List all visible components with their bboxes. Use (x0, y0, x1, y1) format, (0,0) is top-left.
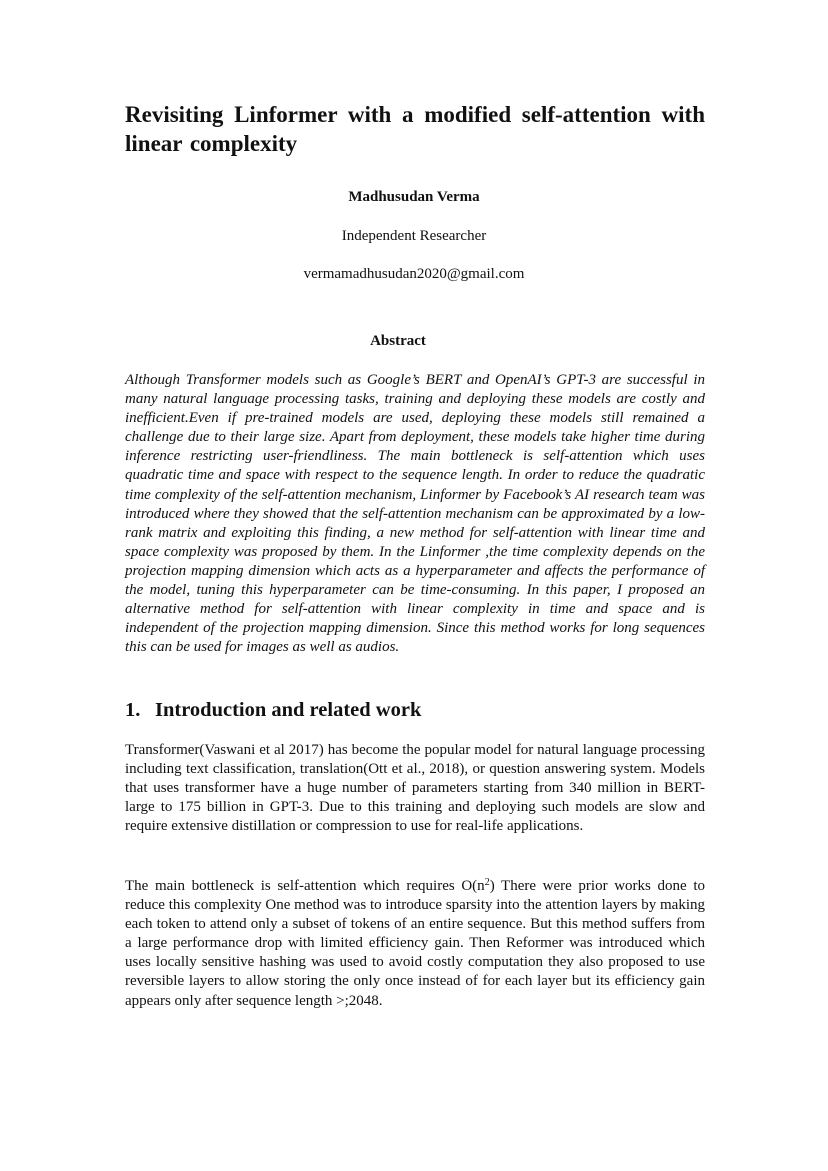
abstract-text: Although Transformer models such as Google’s BERT and OpenAI’s GPT-3 are successful in many natural language processing tasks, training and deploying these models are costly and inefficient.Even if pre-trained models are used, deploying these models still remained a challenge due to their large size. Apart from deployment, these models take higher time during inference restricting user-friendliness. The main bottleneck is self-attention which uses quadratic time and space with respect to the sequence length. In order to reduce the quadratic time complexity of the self-attention mechanism, Linformer by Facebook’s AI research team was introduced where they showed that the self-attention mechanism can be approximated by a low-rank matrix and exploiting this finding, a new method for self-attention with linear time and space complexity was proposed by them. In the Linformer ,the time complexity depends on the projection mapping dimension which acts as a hyperparameter and affects the performance of the model, tuning this hyperparameter can be time-consuming. In this paper, I proposed an alternative method for self-attention with linear complexity in time and space and is independent of the projection mapping dimension. Since this method works for long sequences this can be used for images as well as audios. (125, 372, 705, 656)
section-title: Introduction and related work (155, 699, 422, 721)
section-number: 1. (125, 699, 141, 721)
paragraph-text-before: The main bottleneck is self-attention which requires O(n (125, 878, 485, 894)
superscript-exponent: 2 (484, 877, 490, 888)
intro-paragraph-2 (125, 877, 705, 1011)
intro-paragraph-1: Transformer(Vaswani et al 2017) has become the popular model for natural language processing including text classification, translation(Ott et al., 2018), or question answering system. Models that uses transformer have a huge number of parameters starting from 340 million in BERT-large to 175 billion in GPT-3. Due to this training and deploying such models are slow and require extensive distillation or compression to use for real-life applications. (125, 742, 705, 835)
abstract-heading: Abstract (370, 333, 426, 349)
section-heading (125, 697, 705, 723)
author-email: vermamadhusudan2020@gmail.com (303, 266, 525, 282)
author-affiliation: Independent Researcher (341, 228, 487, 244)
paper-title: Revisiting Linformer with a modified self-attention with linear complexity (125, 102, 705, 156)
paragraph-text-after: ) There were prior works done to reduce this complexity One method was to introduce sparsity into the attention layers by making each token to attend only a subset of tokens of an entire sequence. But this method suffers from a large performance drop with limited efficiency gain. Then Reformer was introduced which uses locally sensitive hashing was used to avoid costly computation they also proposed to use reversible layers to allow storing the only once instead of for each layer but its efficiency gain appears only after sequence length >;2048. (125, 878, 705, 1009)
author-name: Madhusudan Verma (348, 189, 480, 205)
